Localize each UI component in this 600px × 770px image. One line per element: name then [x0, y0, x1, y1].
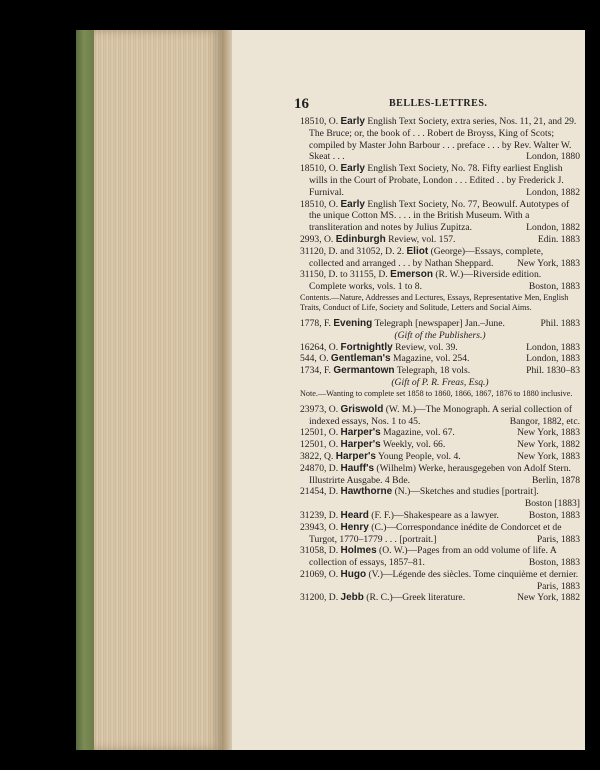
imprint: Paris, 1883: [536, 580, 580, 592]
imprint: London, 1883: [526, 353, 580, 365]
imprint: Berlin, 1878: [532, 474, 580, 486]
entry-description: (R. C.)—Greek literature.: [363, 592, 466, 604]
entry-description: (O. W.)—Pages from an odd volume of life. A collection of essays, 1857–81.: [309, 545, 557, 569]
imprint: Phil. 1830–83: [526, 365, 580, 377]
page-number: 16: [294, 96, 309, 112]
entry-description: Telegraph, 18 vols.: [394, 365, 471, 377]
entry-heading: Early: [340, 163, 365, 175]
entry-description: (Wilhelm) Werke, herausgegeben von Adolf Stern. Illustrirte Ausgabe. 4 Bde.: [309, 462, 571, 486]
entry-heading: Harper's: [335, 450, 376, 462]
imprint: Boston, 1883: [528, 281, 580, 293]
call-number: 21069, O.: [300, 568, 341, 580]
entry-description: (R. W.)—Riverside edition. Complete works, vols. 1 to 8.: [309, 269, 542, 293]
imprint: Paris, 1883: [536, 533, 580, 545]
catalog-entries: [300, 116, 580, 604]
entry-heading: Early: [340, 116, 365, 127]
entry-description: Young People, vol. 4.: [375, 450, 461, 462]
catalog-entry: [300, 510, 580, 522]
imprint: Boston, 1883: [528, 509, 580, 521]
catalog-note: Note.—Wanting to complete set 1858 to 1860, 1866, 1867, 1876 to 1880 inclusive.: [300, 388, 573, 398]
imprint: New York, 1883: [517, 427, 580, 439]
catalog-entry: [300, 365, 580, 377]
gift-credit: (Gift of P. R. Freas, Esq.): [391, 376, 489, 388]
call-number: 18510, O.: [300, 163, 341, 175]
entry-description: (C.)—Correspondance inédite de Condorcet et de Turgot, 1770–1779 . . . [portrait.]: [309, 521, 562, 545]
imprint: New York, 1882: [517, 439, 580, 451]
call-number: 23943, O.: [300, 521, 341, 533]
entry-heading: Fortnightly: [340, 341, 393, 353]
entry-heading: Hugo: [340, 568, 367, 580]
catalog-entry: [300, 234, 580, 246]
entry-heading: Edinburgh: [335, 233, 386, 245]
entry-description: English Text Society, No. 78. Fifty earliest English wills in the Court of Probate, London . . . Edited . . by Frederick J. Furnival.: [309, 163, 564, 198]
catalog-entry: [300, 592, 580, 604]
imprint: Phil. 1883: [540, 317, 580, 329]
entry-description: (F. F.)—Shakespeare as a lawyer.: [368, 509, 499, 521]
catalog-entry: [300, 318, 580, 330]
entry-heading: Eliot: [406, 245, 429, 257]
entry-description: (N.)—Sketches and studies [portrait].: [392, 486, 539, 498]
imprint: London, 1882: [526, 186, 580, 198]
imprint: London, 1880: [526, 151, 580, 163]
entry-heading: Germantown: [333, 365, 395, 377]
catalog-entry: [300, 163, 580, 198]
entry-heading: Harper's: [340, 427, 381, 439]
entry-heading: Jebb: [340, 592, 364, 604]
entry-description: Review, vol. 157.: [385, 233, 456, 245]
entry-description: Review, vol. 39.: [392, 341, 458, 353]
imprint: New York, 1883: [517, 450, 580, 462]
call-number: 2993, O.: [300, 233, 336, 245]
catalog-entry: [300, 342, 580, 354]
catalog-entry: [300, 199, 580, 234]
call-number: 1734, F.: [300, 365, 334, 377]
catalog-entry: [300, 451, 580, 463]
page-edges: [94, 30, 222, 750]
imprint: London, 1882: [526, 222, 580, 234]
entry-heading: Early: [340, 198, 365, 210]
imprint: London, 1883: [526, 341, 580, 353]
entry-description: Telegraph [newspaper] Jan.–June.: [372, 317, 505, 329]
gift-credit: (Gift of the Publishers.): [394, 329, 486, 341]
entry-description: (George)—Essays, complete, collected and arranged . . . by Nathan Sheppard.: [309, 245, 544, 269]
entry-heading: Emerson: [390, 269, 433, 281]
call-number: 18510, O.: [300, 198, 341, 210]
call-number: 21454, D.: [300, 486, 341, 498]
call-number: 31239, D.: [300, 509, 341, 521]
page-header: [294, 96, 488, 113]
entry-heading: Harper's: [340, 439, 381, 451]
entry-heading: Griswold: [340, 403, 384, 415]
catalog-entry: [300, 545, 580, 569]
catalog-entry: [300, 569, 580, 593]
catalog-entry: [300, 463, 580, 487]
call-number: 31120, D. and 31052, D. 2.: [300, 245, 407, 257]
entry-heading: Henry: [340, 521, 369, 533]
entry-heading: Heard: [340, 509, 369, 521]
entry-description: Weekly, vol. 66.: [380, 439, 446, 451]
book-cover-edge: [76, 30, 94, 750]
call-number: 23973, O.: [300, 403, 341, 415]
catalog-note: Contents.—Nature, Addresses and Lectures, Essays, Representative Men, English Traits, Conduct of Life, Society and Solitude, Letters and Social Aims.: [300, 292, 569, 312]
imprint: New York, 1882: [517, 592, 580, 604]
book-page: [232, 30, 585, 750]
catalog-entry: [300, 404, 580, 428]
imprint: Bangor, 1882, etc.: [509, 415, 580, 427]
entry-description: Magazine, vol. 254.: [390, 353, 470, 365]
catalog-entry: [300, 439, 580, 451]
call-number: 12501, O.: [300, 427, 341, 439]
entry-description: (W. M.)—The Monograph. A serial collection of indexed essays, Nos. 1 to 45.: [309, 403, 573, 427]
entry-heading: Hawthorne: [340, 486, 393, 498]
call-number: 12501, O.: [300, 439, 341, 451]
call-number: 31200, D.: [300, 592, 341, 604]
entry-description: (V.)—Légende des siècles. Tome cinquième et dernier.: [366, 568, 579, 580]
catalog-entry: [300, 116, 580, 163]
call-number: 3822, Q.: [300, 450, 336, 462]
call-number: 544, O.: [300, 353, 331, 365]
catalog-entry: [300, 427, 580, 439]
entry-heading: Holmes: [340, 545, 377, 557]
call-number: 31150, D. to 31155, D.: [300, 269, 391, 281]
entry-description: English Text Society, No. 77, Beowulf. Autotypes of the unique Cotton MS. . . . in the British Museum. With a transliteration and notes by Julius Zupitza.: [309, 198, 570, 234]
entry-heading: Gentleman's: [330, 353, 391, 365]
catalog-entry: [300, 353, 580, 365]
imprint: Edin. 1883: [537, 233, 580, 245]
call-number: 16264, O.: [300, 341, 341, 353]
entry-heading: Hauff's: [340, 462, 375, 474]
catalog-entry: [300, 486, 580, 510]
imprint: New York, 1883: [517, 257, 580, 269]
entry-description: Magazine, vol. 67.: [380, 427, 455, 439]
catalog-entry: [300, 269, 580, 293]
call-number: 18510, O.: [300, 116, 341, 127]
imprint: Boston [1883]: [524, 498, 580, 510]
imprint: Boston, 1883: [528, 557, 580, 569]
call-number: 24870, D.: [300, 462, 341, 474]
call-number: 31058, D.: [300, 545, 341, 557]
entry-heading: Evening: [333, 317, 373, 329]
entry-description: English Text Society, extra series, Nos. 11, 21, and 29. The Bruce; or, the book of . . . Robert de Broyss, King of Scots; compiled by Master John Barbour . . . preface . . . by Rev. Walter W. Skeat . . .: [309, 116, 577, 163]
catalog-entry: [300, 522, 580, 546]
running-head: BELLES-LETTRES.: [389, 98, 488, 109]
catalog-entry: [300, 246, 580, 270]
call-number: 1778, F.: [300, 317, 334, 329]
